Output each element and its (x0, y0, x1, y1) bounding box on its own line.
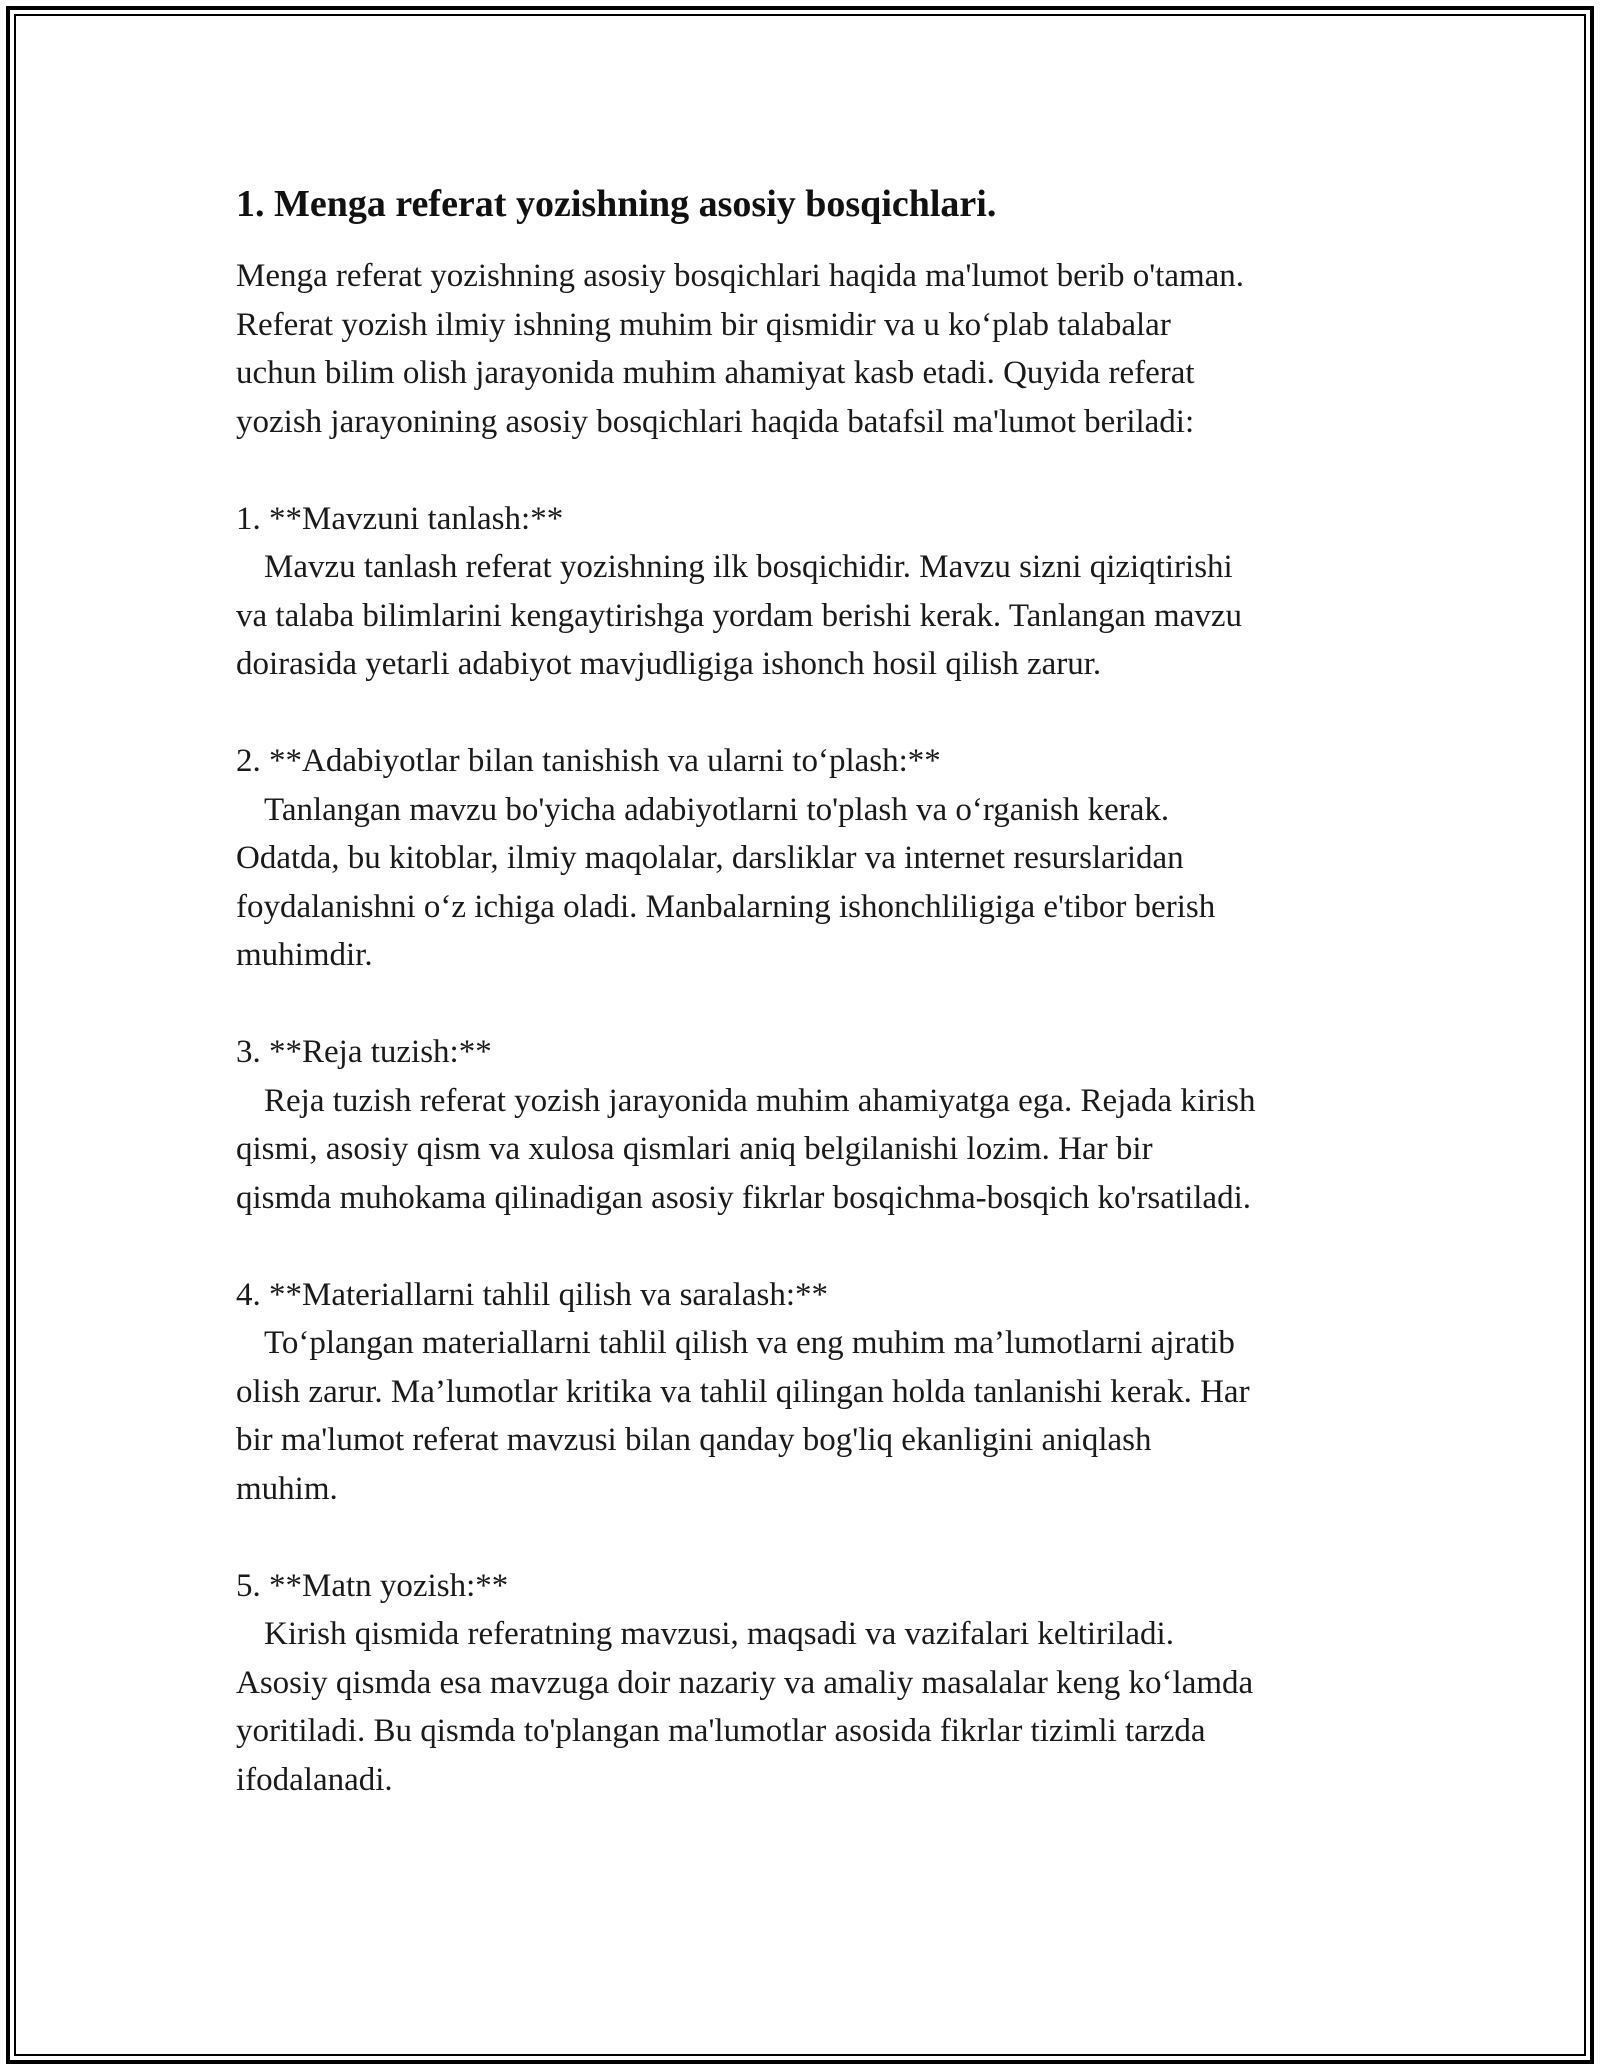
section-heading: 5. **Matn yozish:** (236, 1567, 509, 1604)
section-5 (236, 1562, 1396, 1805)
section-3 (236, 1028, 1396, 1222)
section-line: muhim. (236, 1470, 338, 1507)
section-line: Kirish qismida referatning mavzusi, maqsadi va vazifalari keltiriladi. (264, 1616, 1174, 1652)
intro-paragraph (236, 252, 1396, 446)
document-title: 1. Menga referat yozishning asosiy bosqichlari. (236, 183, 997, 225)
section-line: qismi, asosiy qism va xulosa qismlari aniq belgilanishi lozim. Har bir (236, 1131, 1153, 1167)
intro-line: Menga referat yozishning asosiy bosqichlari haqida ma'lumot berib o'taman. (236, 258, 1245, 294)
section-line: yoritiladi. Bu qismda to'plangan ma'lumotlar asosida fikrlar tizimli tarzda (236, 1713, 1206, 1749)
section-4 (236, 1271, 1396, 1514)
section-line: Mavzu tanlash referat yozishning ilk bosqichidir. Mavzu sizni qiziqtirishi (264, 549, 1233, 585)
section-heading: 4. **Materiallarni tahlil qilish va saralash:** (236, 1276, 829, 1313)
section-1 (236, 495, 1396, 689)
section-2 (236, 737, 1396, 980)
section-line: Odatda, bu kitoblar, ilmiy maqolalar, darsliklar va internet resurslaridan (236, 840, 1184, 876)
section-line: bir ma'lumot referat mavzusi bilan qanday bog'liq ekanligini aniqlash (236, 1422, 1152, 1458)
section-heading: 1. **Mavzuni tanlash:** (236, 500, 564, 537)
section-line: Reja tuzish referat yozish jarayonida muhim ahamiyatga ega. Rejada kirish (264, 1082, 1256, 1119)
section-line: ifodalanadi. (236, 1761, 393, 1798)
section-heading: 2. **Adabiyotlar bilan tanishish va ularni to‘plash:** (236, 743, 941, 779)
section-line: qismda muhokama qilinadigan asosiy fikrlar bosqichma-bosqich ko'rsatiladi. (236, 1179, 1251, 1216)
paragraph-gap (236, 1513, 1396, 1562)
section-line: va talaba bilimlarini kengaytirishga yordam berishi kerak. Tanlangan mavzu (236, 597, 1243, 634)
section-heading: 3. **Reja tuzish:** (236, 1034, 492, 1070)
section-line: doirasida yetarli adabiyot mavjudligiga ishonch hosil qilish zarur. (236, 646, 1102, 682)
section-line: To‘plangan materiallarni tahlil qilish va eng muhim ma’lumotlarni ajratib (264, 1325, 1235, 1361)
section-line: muhimdir. (236, 937, 373, 973)
paragraph-gap (236, 446, 1396, 495)
intro-line: Referat yozish ilmiy ishning muhim bir qismidir va u ko‘plab talabalar (236, 306, 1171, 343)
paragraph-gap (236, 689, 1396, 738)
intro-line: yozish jarayonining asosiy bosqichlari haqida batafsil ma'lumot beriladi: (236, 403, 1195, 440)
intro-line: uchun bilim olish jarayonida muhim ahamiyat kasb etadi. Quyida referat (236, 355, 1195, 391)
paragraph-gap (236, 980, 1396, 1029)
section-line: Tanlangan mavzu bo'yicha adabiyotlarni to'plash va o‘rganish kerak. (264, 791, 1170, 828)
section-line: Asosiy qismda esa mavzuga doir nazariy va amaliy masalalar keng ko‘lamda (236, 1664, 1254, 1701)
paragraph-gap (236, 1222, 1396, 1271)
section-line: foydalanishni o‘z ichiga oladi. Manbalarning ishonchliligiga e'tibor berish (236, 888, 1216, 925)
section-line: olish zarur. Ma’lumotlar kritika va tahlil qilingan holda tanlanishi kerak. Har (236, 1373, 1250, 1410)
document-body (236, 180, 1396, 1804)
